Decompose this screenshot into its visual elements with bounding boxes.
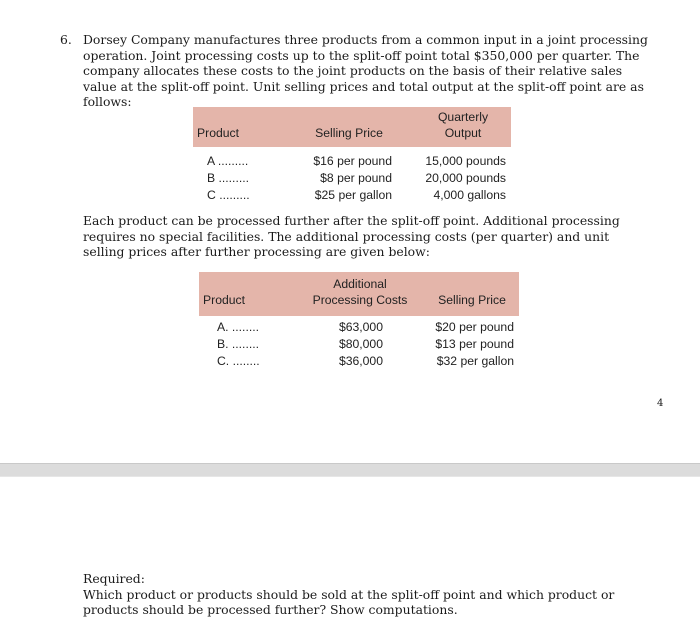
table-row-output: 15,000 pounds	[425, 154, 506, 168]
page-divider	[0, 463, 700, 477]
further-processing-table	[199, 272, 519, 372]
col-header-quarterly: Quarterly	[437, 110, 489, 124]
required-text: Which product or products should be sold at the split-off point and which product or products should be processed further? Show computations.	[83, 586, 615, 617]
table-row-product: C. ........	[217, 354, 260, 368]
table-row-cost: $63,000	[338, 320, 383, 334]
col-header-additional: Additional	[333, 277, 387, 291]
table-row-product: A. ........	[217, 320, 259, 334]
col-header-product: Product	[197, 126, 240, 140]
further-processing-text: Each product can be processed further after the split-off point. Additional processing requires no special facilities. The additional processing costs (per quarter) and unit selling prices after further processing are given below:	[83, 213, 620, 259]
col-header-processing-costs: Processing Costs	[312, 293, 408, 307]
required-label: Required:	[83, 571, 145, 586]
col-header-selling-price: Selling Price	[315, 126, 383, 140]
table-row-price: $20 per pound	[435, 320, 514, 334]
table-row-price: $16 per pound	[313, 154, 392, 168]
required-section	[83, 571, 643, 618]
table-row-product: B .........	[207, 171, 249, 185]
col-header-selling-price: Selling Price	[438, 293, 506, 307]
table-row-price: $8 per pound	[320, 171, 392, 185]
table-row-price: $32 per gallon	[436, 354, 514, 368]
col-header-product: Product	[203, 293, 246, 307]
table-row-output: 20,000 pounds	[425, 171, 506, 185]
table-row-product: A .........	[207, 154, 249, 168]
table-row-price: $25 per gallon	[314, 188, 392, 202]
table-row-price: $13 per pound	[435, 337, 514, 351]
table-row-product: C .........	[207, 188, 250, 202]
col-header-output: Output	[444, 126, 482, 140]
table-row-output: 4,000 gallons	[433, 188, 506, 202]
split-off-table	[193, 107, 511, 202]
table-row-product: B. ........	[217, 337, 259, 351]
page-number: 4	[657, 398, 664, 409]
problem-number: 6.	[60, 32, 72, 47]
table-row-cost: $36,000	[338, 354, 383, 368]
table-row-cost: $80,000	[338, 337, 383, 351]
problem-intro-text: Dorsey Company manufactures three products from a common input in a joint processing operation. Joint processing costs up to the split-off point total $350,000 per quarter. The company allocates these costs to the joint products on the basis of their relative sales value at the split-off point. Unit selling prices and total output at the split-off point are as follows:	[83, 32, 648, 109]
problem-statement	[60, 32, 650, 110]
